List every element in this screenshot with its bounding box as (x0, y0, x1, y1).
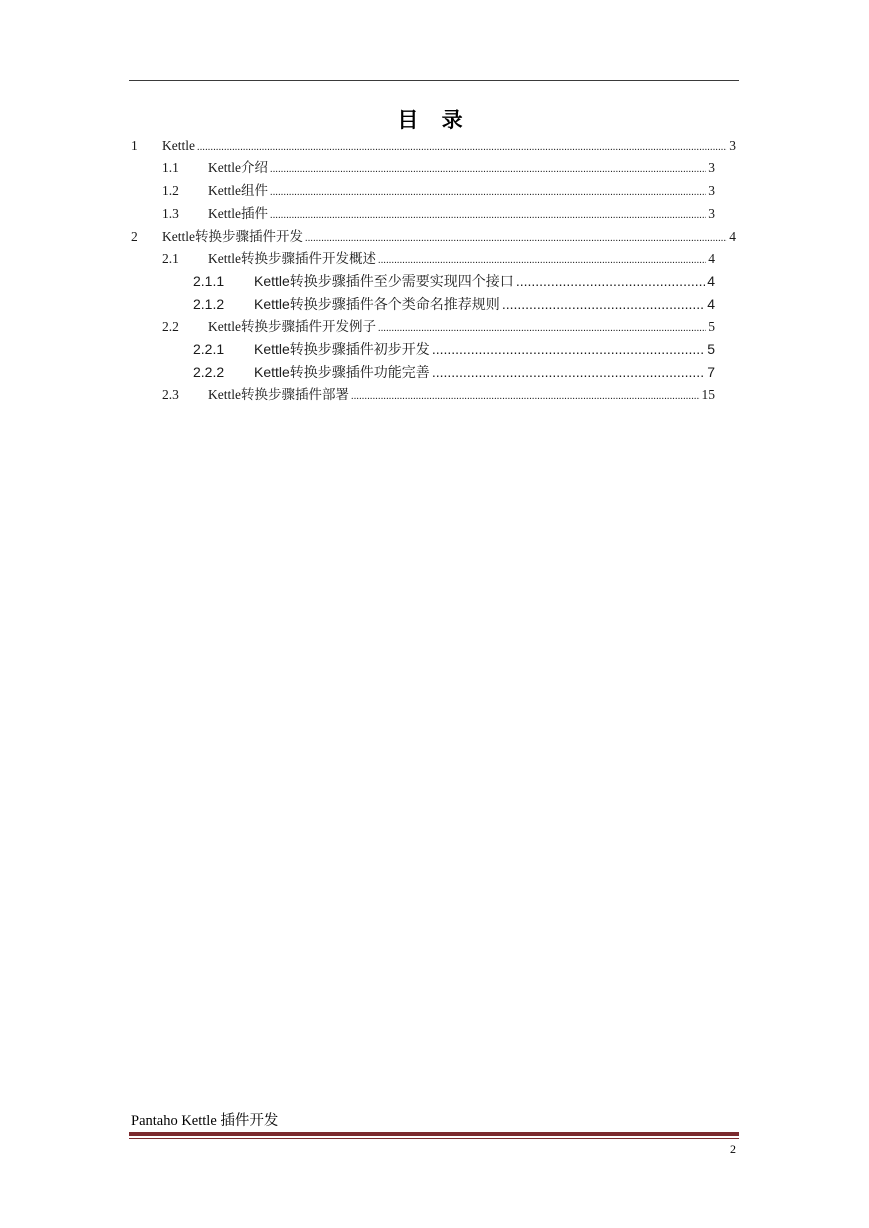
toc-entry-title: Kettle转换步骤插件功能完善 (254, 364, 430, 380)
toc-entry-page: 3 (708, 160, 715, 175)
toc-entry-number: 2.1.1 (193, 273, 225, 289)
toc-entry-page: 4 (707, 296, 715, 312)
toc-leader-dots (516, 271, 705, 291)
toc-title: 目 录 (397, 108, 471, 132)
toc-entry-page: 5 (707, 341, 715, 357)
toc-leader-dots (305, 227, 727, 249)
toc-entry-title: Kettle转换步骤插件至少需要实现四个接口 (254, 273, 514, 289)
toc-entry-2-2[interactable] (162, 317, 715, 337)
toc-entry-title: Kettle转换步骤插件初步开发 (254, 341, 430, 357)
toc-entry-1-1[interactable] (162, 158, 715, 178)
toc-entry-number: 1.1 (162, 160, 179, 175)
toc-entry-2[interactable] (131, 227, 736, 247)
toc-entry-1[interactable] (131, 136, 736, 156)
toc-entry-2-1-1[interactable] (193, 271, 715, 291)
footer-rule (129, 1132, 739, 1136)
toc-entry-page: 5 (708, 319, 715, 334)
toc-leader-dots (432, 362, 705, 382)
toc-entry-number: 2.1.2 (193, 296, 225, 312)
toc-leader-dots (502, 294, 705, 314)
toc-entry-2-2-1[interactable] (193, 339, 715, 359)
toc-leader-dots (270, 158, 706, 180)
toc-entry-title: Kettle插件 (208, 206, 268, 221)
toc-entry-2-1[interactable] (162, 249, 715, 269)
toc-entry-1-2[interactable] (162, 181, 715, 201)
footer-rule-thin (129, 1138, 739, 1139)
toc-entry-1-3[interactable] (162, 204, 715, 224)
toc-leader-dots (378, 317, 706, 339)
toc-leader-dots (270, 181, 706, 203)
toc-entry-number: 1.3 (162, 206, 179, 221)
toc-entry-title: Kettle (162, 138, 195, 153)
toc-leader-dots (197, 136, 727, 158)
toc-entry-page: 3 (708, 206, 715, 221)
toc-entry-page: 3 (729, 138, 736, 153)
toc-entry-number: 2.2.1 (193, 341, 225, 357)
toc-entry-title: Kettle组件 (208, 183, 268, 198)
toc-entry-title: Kettle转换步骤插件部署 (208, 387, 349, 402)
toc-leader-dots (378, 249, 706, 271)
toc-entry-title: Kettle转换步骤插件开发概述 (208, 251, 376, 266)
page-number: 2 (730, 1142, 736, 1156)
toc-entry-page: 4 (707, 273, 715, 289)
toc-entry-page: 4 (729, 229, 736, 244)
toc-entry-number: 2.2.2 (193, 364, 225, 380)
toc-entry-number: 2.1 (162, 251, 179, 266)
toc-entry-number: 1.2 (162, 183, 179, 198)
toc-entry-2-3[interactable] (162, 385, 715, 405)
toc-entry-number: 2.3 (162, 387, 179, 402)
toc-entry-page: 4 (708, 251, 715, 266)
toc-entry-title: Kettle转换步骤插件开发 (162, 229, 303, 244)
footer-title: Pantaho Kettle 插件开发 (131, 1113, 279, 1129)
toc-entry-title: Kettle介绍 (208, 160, 268, 175)
toc-entry-page: 3 (708, 183, 715, 198)
toc-entry-page: 7 (707, 364, 715, 380)
toc-entry-title: Kettle转换步骤插件开发例子 (208, 319, 376, 334)
toc-leader-dots (351, 385, 700, 407)
toc-entry-2-1-2[interactable] (193, 294, 715, 314)
toc-entry-page: 15 (701, 387, 715, 402)
toc-leader-dots (432, 339, 705, 359)
toc-entry-number: 1 (131, 138, 138, 153)
toc-entry-number: 2.2 (162, 319, 179, 334)
header-rule (129, 80, 739, 81)
toc-entry-title: Kettle转换步骤插件各个类命名推荐规则 (254, 296, 500, 312)
toc-leader-dots (270, 204, 706, 226)
toc-entry-2-2-2[interactable] (193, 362, 715, 382)
toc-entry-number: 2 (131, 229, 138, 244)
